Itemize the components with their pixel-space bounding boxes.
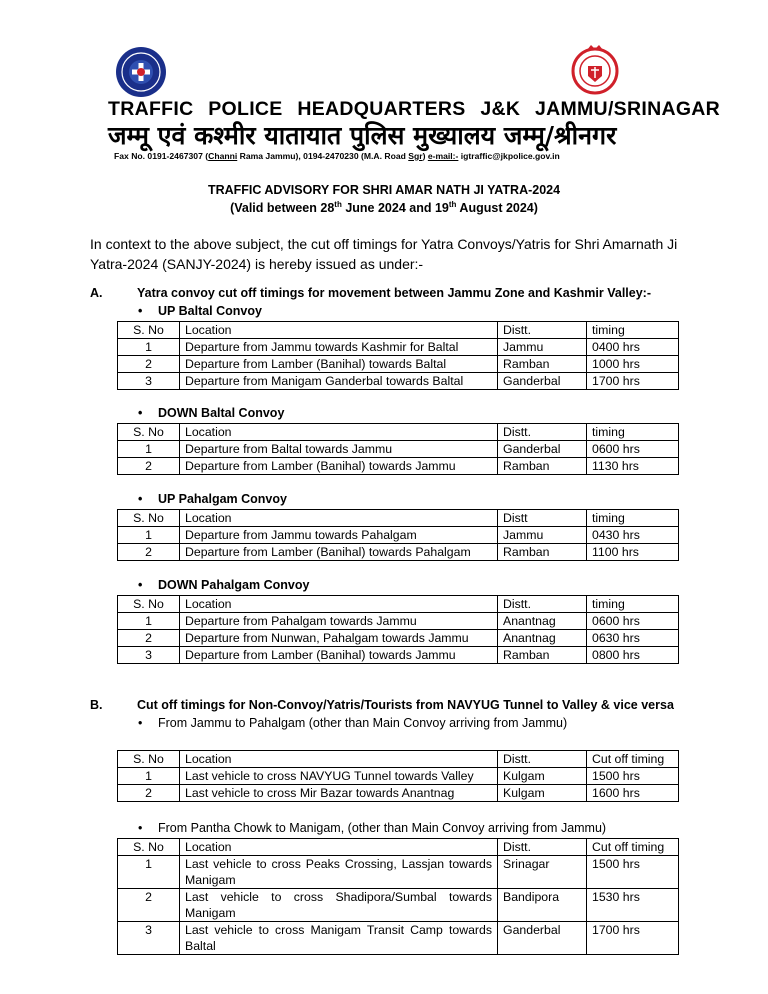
table-header-row: S. No Location Distt. Cut off timing [118, 839, 679, 856]
up-pahalgam-heading: • UP Pahalgam Convoy [138, 492, 287, 506]
intro-paragraph: In context to the above subject, the cut off timings for Yatra Convoys/Yatris for Shri Amarnath Ji Yatra-2024 (SANJY-2024) is hereby issued as under:- [90, 236, 678, 272]
table-row: 2 Last vehicle to cross Mir Bazar towards Anantnag Kulgam 1600 hrs [118, 785, 679, 802]
up-baltal-table [117, 321, 679, 390]
jammu-pahalgam-heading: • From Jammu to Pahalgam (other than Main Convoy arriving from Jammu) [138, 716, 568, 730]
table-header-row: S. No Location Distt. timing [118, 322, 679, 339]
table-header-row: S. No Location Distt. timing [118, 424, 679, 441]
down-pahalgam-table [117, 595, 679, 664]
table-row: 1 Departure from Jammu towards Kashmir for Baltal Jammu 0400 hrs [118, 339, 679, 356]
table-row: 1 Departure from Jammu towards Pahalgam Jammu 0430 hrs [118, 527, 679, 544]
table-row: 2 Last vehicle to cross Shadipora/Sumbal towards Manigam Bandipora 1530 hrs [118, 889, 679, 922]
pantha-manigam-heading: • From Pantha Chowk to Manigam, (other than Main Convoy arriving from Jammu) [138, 821, 607, 835]
letterhead-title-hi: जम्मू एवं कश्मीर यातायात पुलिस मुख्यालय जम्मू/श्रीनगर [108, 121, 617, 150]
table-header-row: S. No Location Distt. timing [118, 596, 679, 613]
pantha-manigam-table [117, 838, 679, 955]
advisory-title: TRAFFIC ADVISORY FOR SHRI AMAR NATH JI YATRA-2024 [207, 183, 561, 197]
down-baltal-heading: • DOWN Baltal Convoy [138, 406, 285, 420]
down-baltal-table [117, 423, 679, 475]
advisory-validity: (Valid between 28th June 2024 and 19th August 2024) [230, 200, 538, 216]
table-row: 2 Departure from Lamber (Banihal) towards Baltal Ramban 1000 hrs [118, 356, 679, 373]
up-pahalgam-table [117, 509, 679, 561]
jammu-pahalgam-table [117, 750, 679, 802]
table-row: 1 Last vehicle to cross Peaks Crossing, Lassjan towards Manigam Srinagar 1500 hrs [118, 856, 679, 889]
table-row: 3 Last vehicle to cross Manigam Transit Camp towards Baltal Ganderbal 1700 hrs [118, 922, 679, 955]
jk-police-crest-icon [570, 44, 620, 96]
table-header-row: S. No Location Distt. Cut off timing [118, 751, 679, 768]
section-b-letter: B. [90, 698, 103, 712]
jk-traffic-police-emblem-icon [114, 46, 168, 98]
letterhead-contact: Fax No. 0191-2467307 (Channi Rama Jammu), 0194-2470230 (M.A. Road Sgr) e-mail:- igtraffic@jkpolice.gov.in [114, 151, 560, 161]
table-header-row: S. No Location Distt timing [118, 510, 679, 527]
table-row: 2 Departure from Nunwan, Pahalgam towards Jammu Anantnag 0630 hrs [118, 630, 679, 647]
table-row: 2 Departure from Lamber (Banihal) towards Jammu Ramban 1130 hrs [118, 458, 679, 475]
section-a-letter: A. [90, 286, 103, 300]
table-row: 1 Departure from Baltal towards Jammu Ganderbal 0600 hrs [118, 441, 679, 458]
table-row: 1 Last vehicle to cross NAVYUG Tunnel towards Valley Kulgam 1500 hrs [118, 768, 679, 785]
section-a-title: Yatra convoy cut off timings for movement between Jammu Zone and Kashmir Valley:- [137, 286, 652, 300]
table-row: 3 Departure from Manigam Ganderbal towards Baltal Ganderbal 1700 hrs [118, 373, 679, 390]
table-row: 3 Departure from Lamber (Banihal) towards Jammu Ramban 0800 hrs [118, 647, 679, 664]
down-pahalgam-heading: • DOWN Pahalgam Convoy [138, 578, 310, 592]
up-baltal-heading: • UP Baltal Convoy [138, 304, 262, 318]
table-row: 2 Departure from Lamber (Banihal) towards Pahalgam Ramban 1100 hrs [118, 544, 679, 561]
table-row: 1 Departure from Pahalgam towards Jammu Anantnag 0600 hrs [118, 613, 679, 630]
section-b-title: Cut off timings for Non-Convoy/Yatris/Tourists from NAVYUG Tunnel to Valley & vice versa [137, 698, 674, 712]
letterhead-title-en: TRAFFIC POLICE HEADQUARTERS J&K JAMMU/SRINAGAR [108, 98, 721, 120]
